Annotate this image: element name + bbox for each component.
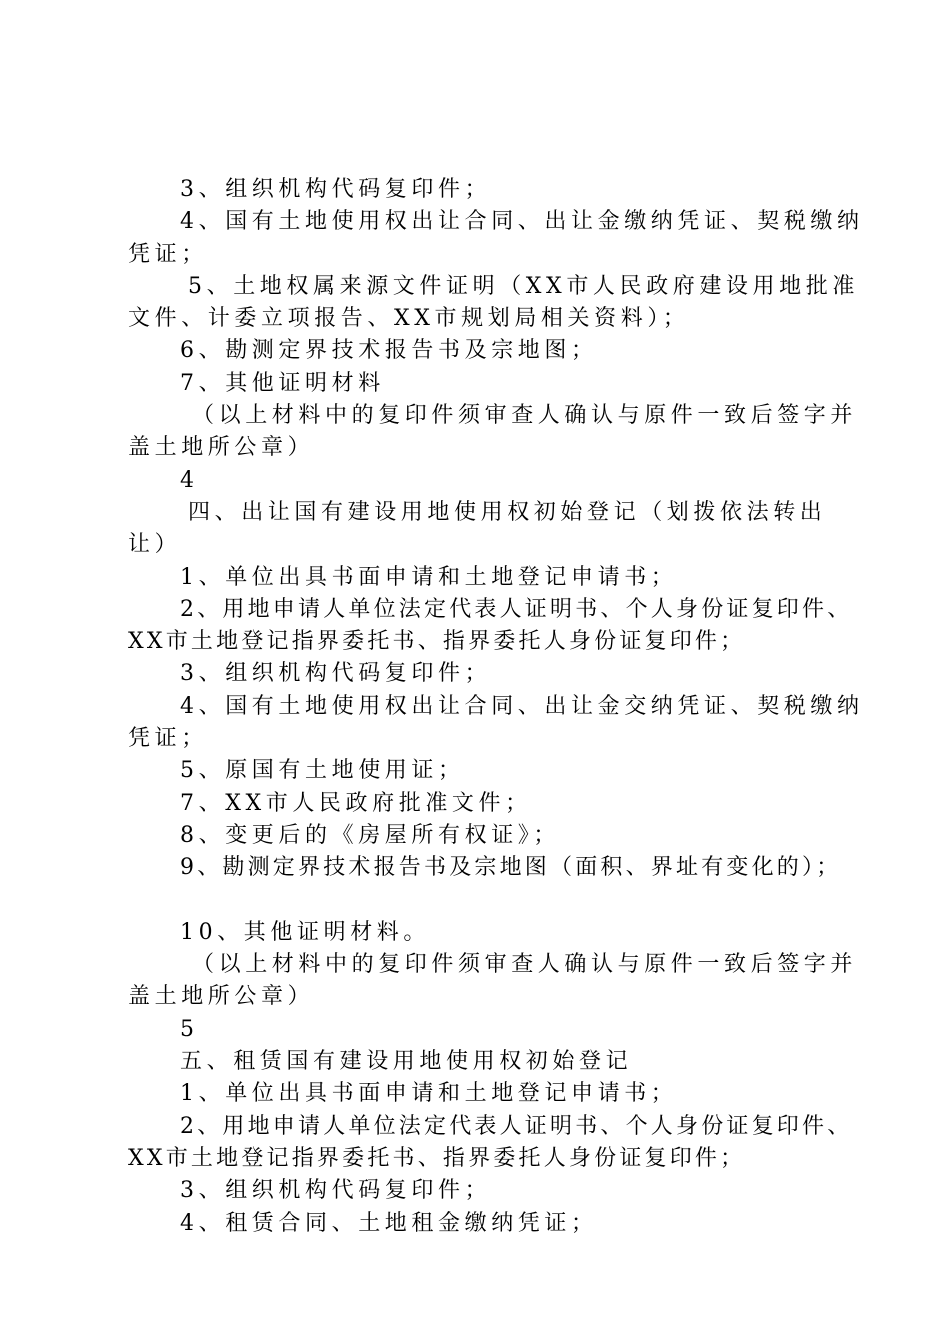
list-item: 3、组织机构代码复印件； <box>180 1178 492 1204</box>
list-item-continuation: 凭证； <box>128 241 208 267</box>
note-text-continuation: 盖土地所公章） <box>128 435 315 461</box>
list-item-continuation: XX市土地登记指界委托书、指界委托人身份证复印件； <box>128 1145 746 1171</box>
document-body <box>128 174 864 1240</box>
list-item: 3、组织机构代码复印件； <box>180 661 492 687</box>
list-item-continuation: 凭证； <box>128 726 208 752</box>
section-heading: 五、租赁国有建设用地使用权初始登记 <box>180 1049 633 1075</box>
list-item: 4、租赁合同、土地租金缴纳凭证； <box>180 1210 598 1236</box>
blank-line <box>128 885 838 917</box>
list-item: 10、其他证明材料。 <box>180 919 430 945</box>
list-item: 5、土地权属来源文件证明（XX市人民政府建设用地批准 <box>188 273 859 299</box>
page-number: 5 <box>180 1016 199 1042</box>
list-item: 4、国有土地使用权出让合同、出让金缴纳凭证、契税缴纳 <box>180 209 864 235</box>
list-item-continuation: XX市土地登记指界委托书、指界委托人身份证复印件； <box>128 629 746 655</box>
list-item: 6、勘测定界技术报告书及宗地图； <box>180 338 598 364</box>
note-text-continuation: 盖土地所公章） <box>128 984 315 1010</box>
page-number: 4 <box>180 467 199 493</box>
list-item-continuation: 文件、计委立项报告、XX市规划局相关资料）； <box>128 306 690 332</box>
list-item: 8、变更后的《房屋所有权证》； <box>180 822 560 848</box>
list-item: 7、其他证明材料 <box>180 370 385 396</box>
list-item: 5、原国有土地使用证； <box>180 758 465 784</box>
list-item: 1、单位出具书面申请和土地登记申请书； <box>180 564 678 590</box>
list-item: 9、勘测定界技术报告书及宗地图（面积、界址有变化的）； <box>180 855 842 881</box>
list-item: 2、用地申请人单位法定代表人证明书、个人身份证复印件、 <box>180 596 853 622</box>
section-heading-continuation: 让） <box>128 532 182 558</box>
list-item: 1、单位出具书面申请和土地登记申请书； <box>180 1081 678 1107</box>
list-item: 7、XX市人民政府批准文件； <box>180 790 532 816</box>
list-item: 3、组织机构代码复印件； <box>180 177 492 202</box>
note-text: （以上材料中的复印件须审查人确认与原件一致后签字并 <box>192 952 858 978</box>
list-item: 2、用地申请人单位法定代表人证明书、个人身份证复印件、 <box>180 1113 853 1139</box>
list-item: 4、国有土地使用权出让合同、出让金交纳凭证、契税缴纳 <box>180 693 864 719</box>
note-text: （以上材料中的复印件须审查人确认与原件一致后签字并 <box>192 403 858 429</box>
section-heading: 四、出让国有建设用地使用权初始登记（划拨依法转出 <box>188 499 827 525</box>
